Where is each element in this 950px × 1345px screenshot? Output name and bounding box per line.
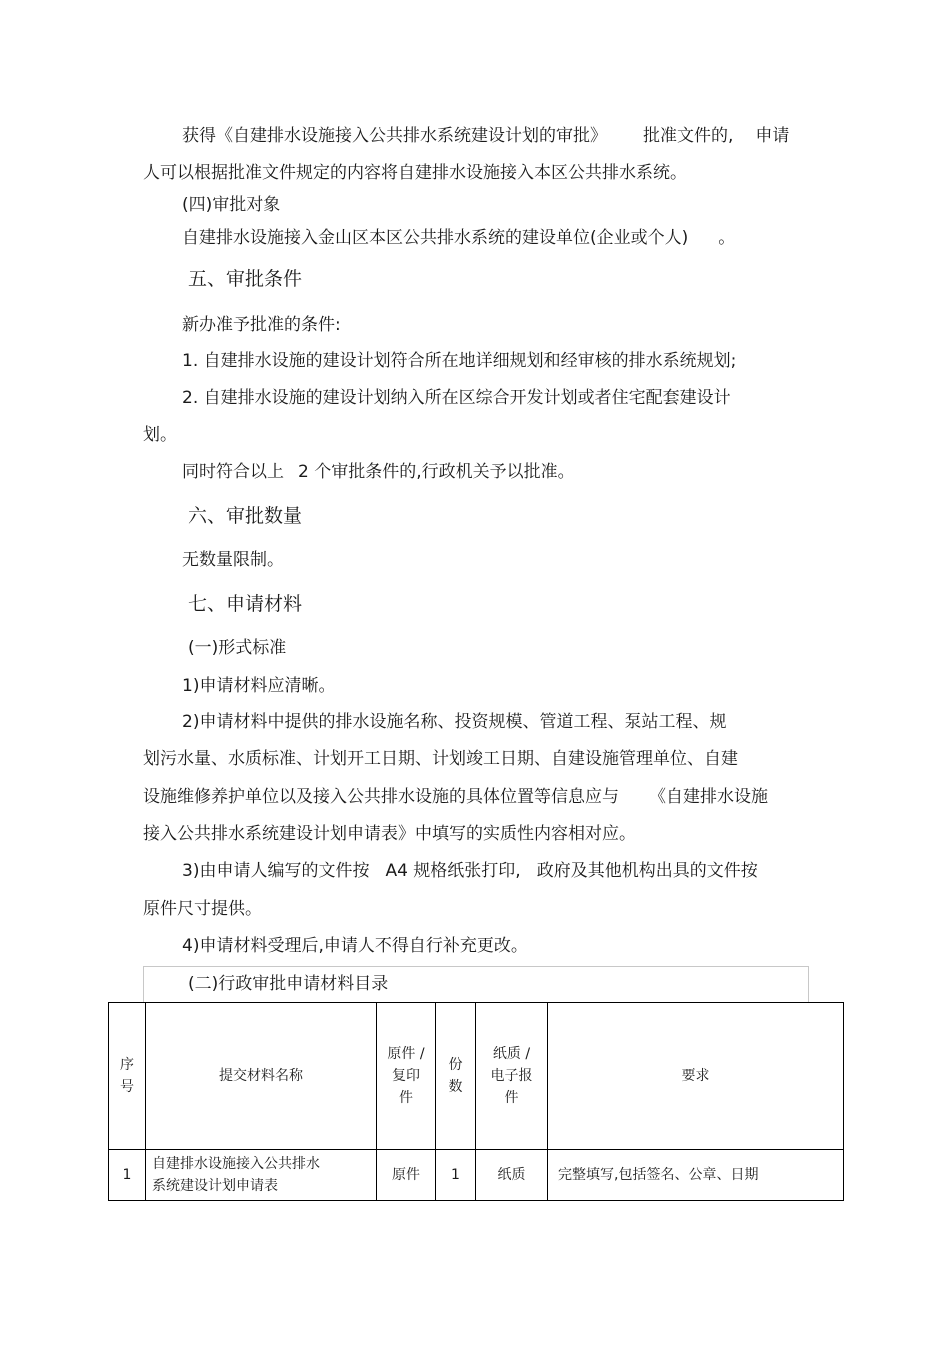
text-span: 。 — [718, 228, 736, 248]
text-span: 设施维修养护单位以及接入公共排水设施的具体位置等信息应与 — [143, 787, 619, 807]
text-span: 2 个审批条件的,行政机关予以批准。 — [298, 462, 575, 482]
table-caption-box — [143, 966, 809, 1003]
paragraph-line: 原件尺寸提供。 — [143, 899, 262, 919]
paragraph-line: 划。 — [143, 425, 177, 445]
paragraph-line: 2. 自建排水设施的建设计划纳入所在区综合开发计划或者住宅配套建设计 — [182, 388, 731, 408]
text-span: A4 规格纸张打印, — [385, 861, 521, 881]
paragraph-line — [182, 462, 575, 482]
section-heading: 六、审批数量 — [188, 505, 303, 527]
cell-text: 自建排水设施接入公共排水 — [152, 1156, 320, 1172]
header-seq — [109, 1003, 146, 1150]
header-text: 件 — [399, 1090, 413, 1106]
subsection-title: (一)形式标准 — [188, 638, 287, 658]
cell-seq: 1 — [109, 1150, 146, 1201]
header-text: 原件 / — [387, 1046, 425, 1062]
header-original — [377, 1003, 436, 1150]
text-span: 批准文件的, — [643, 126, 734, 146]
header-text: 号 — [120, 1079, 134, 1095]
paragraph-line — [182, 228, 735, 248]
cell-original: 原件 — [377, 1150, 436, 1201]
paragraph-line: 4)申请材料受理后,申请人不得自行补充更改。 — [182, 936, 528, 956]
header-text: 电子报 — [490, 1068, 533, 1084]
paragraph-line: 1)申请材料应清晰。 — [182, 676, 336, 696]
header-text: 份 — [448, 1057, 463, 1073]
text-span: 政府及其他机构出具的文件按 — [536, 861, 758, 881]
header-text: 复印 — [392, 1068, 420, 1084]
header-copies — [436, 1003, 476, 1150]
paragraph-line: 接入公共排水系统建设计划申请表》中填写的实质性内容相对应。 — [143, 824, 636, 844]
text-span: 获得《自建排水设施接入公共排水系统建设计划的审批》 — [182, 126, 607, 146]
table-caption: (二)行政审批申请材料目录 — [188, 974, 389, 994]
cell-name — [146, 1150, 377, 1201]
header-text: 序 — [120, 1057, 134, 1073]
cell-copies: 1 — [436, 1150, 476, 1201]
paragraph-line: 新办准予批准的条件: — [182, 315, 341, 335]
paragraph-line — [182, 861, 758, 881]
cell-medium: 纸质 — [476, 1150, 548, 1201]
text-span: 3)由申请人编写的文件按 — [182, 861, 370, 881]
paragraph-line — [143, 787, 768, 807]
text-span: 自建排水设施接入金山区本区公共排水系统的建设单位(企业或个人) — [182, 228, 689, 248]
materials-table — [108, 1002, 844, 1201]
header-text: 数 — [448, 1079, 463, 1095]
text-span: 《自建排水设施 — [649, 787, 768, 807]
cell-text: 系统建设计划申请表 — [152, 1178, 278, 1194]
paragraph-line — [182, 126, 789, 146]
table-row — [109, 1150, 844, 1201]
header-medium — [476, 1003, 548, 1150]
header-requirement: 要求 — [548, 1003, 844, 1150]
paragraph-line: 划污水量、水质标准、计划开工日期、计划竣工日期、自建设施管理单位、自建 — [143, 749, 738, 769]
section-heading: 七、申请材料 — [188, 593, 303, 615]
paragraph-line: 无数量限制。 — [182, 550, 284, 570]
paragraph-line: 人可以根据批准文件规定的内容将自建排水设施接入本区公共排水系统。 — [143, 163, 687, 183]
header-text: 纸质 / — [492, 1046, 531, 1062]
table-header-row — [109, 1003, 844, 1150]
paragraph-line: 2)申请材料中提供的排水设施名称、投资规模、管道工程、泵站工程、规 — [182, 712, 727, 732]
paragraph-line: 1. 自建排水设施的建设计划符合所在地详细规划和经审核的排水系统规划; — [182, 351, 737, 371]
header-text: 件 — [504, 1090, 519, 1106]
text-span: 申请 — [755, 126, 790, 146]
cell-requirement: 完整填写,包括签名、公章、日期 — [548, 1150, 844, 1201]
header-name: 提交材料名称 — [146, 1003, 377, 1150]
section-heading: 五、审批条件 — [188, 268, 303, 290]
text-span: 同时符合以上 — [182, 462, 284, 482]
subsection-title: (四)审批对象 — [182, 195, 281, 215]
